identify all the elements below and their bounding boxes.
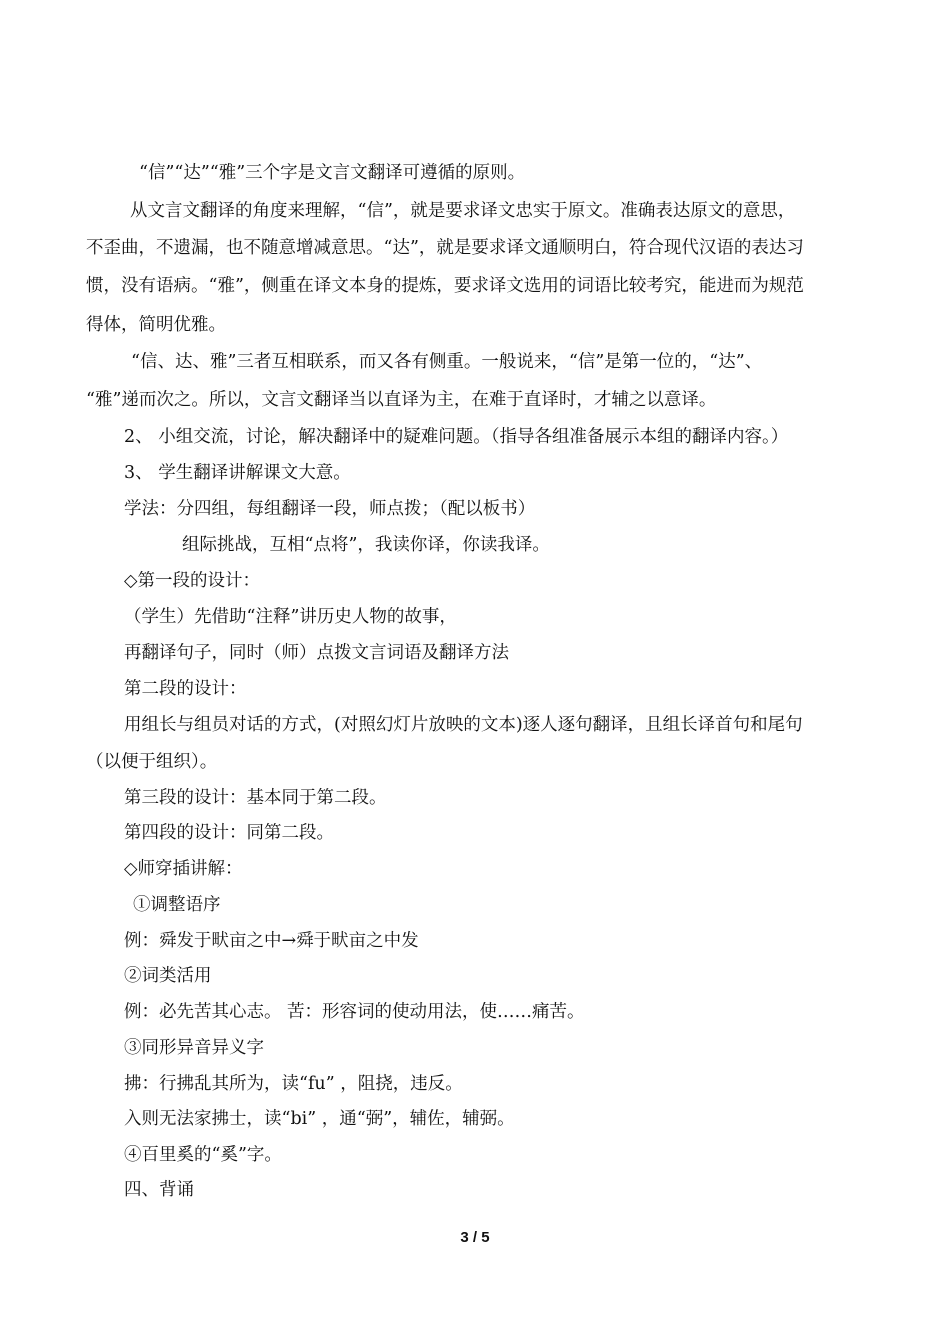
text-line: ◇第一段的设计：	[124, 571, 260, 591]
text-line: 例：必先苦其心志。 苦：形容词的使动用法，使……痛苦。	[124, 1002, 585, 1022]
text-line: 再翻译句子，同时（师）点拨文言词语及翻译方法	[124, 643, 509, 663]
text-line: 惯，没有语病。“雅”，侧重在译文本身的提炼，要求译文选用的词语比较考究，能进而为规范	[86, 276, 804, 296]
text-line: ④百里奚的“奚”字。	[124, 1145, 282, 1165]
text-line: （以便于组织）。	[86, 752, 218, 772]
text-line: “雅”递而次之。所以，文言文翻译当以直译为主，在难于直译时，才辅之以意译。	[86, 390, 717, 410]
text-line: 3、 学生翻译讲解课文大意。	[124, 463, 351, 483]
text-line: ◇师穿插讲解：	[124, 859, 243, 879]
text-line: 第四段的设计：同第二段。	[124, 823, 334, 843]
text-line: 拂：行拂乱其所为，读“fu” ，阻挠，违反。	[124, 1074, 463, 1094]
text-line: ②词类活用	[124, 966, 212, 986]
text-line: （学生）先借助“注释”讲历史人物的故事，	[124, 607, 457, 627]
text-line: 得体，简明优雅。	[86, 315, 226, 335]
text-line: 不歪曲，不遗漏，也不随意增减意思。“达”，就是要求译文通顺明白，符合现代汉语的表达习	[86, 238, 804, 258]
text-line: 2、 小组交流，讨论，解决翻译中的疑难问题。（指导各组准备展示本组的翻译内容。）	[124, 427, 789, 447]
text-line: ③同形异音异义字	[124, 1038, 264, 1058]
text-line: 组际挑战，互相“点将”，我读你译，你读我译。	[182, 535, 550, 555]
text-line: 例：舜发于畎亩之中→舜于畎亩之中发	[124, 931, 419, 951]
page-number: 3 / 5	[460, 1229, 490, 1246]
text-line: ①调整语序	[133, 895, 221, 915]
text-line: “信”“达”“雅”三个字是文言文翻译可遵循的原则。	[139, 163, 526, 183]
text-line: 第三段的设计：基本同于第二段。	[124, 788, 387, 808]
text-line: “信、达、雅”三者互相联系，而又各有侧重。一般说来，“信”是第一位的，“达”、	[131, 352, 763, 372]
text-line: 第二段的设计：	[124, 679, 247, 699]
text-line: 入则无法家拂士，读“bi” ，通“弼”，辅佐，辅弼。	[124, 1109, 515, 1129]
text-line: 四、背诵	[124, 1180, 194, 1200]
text-line: 从文言文翻译的角度来理解，“信”，就是要求译文忠实于原文。准确表达原文的意思，	[130, 201, 796, 221]
text-line: 用组长与组员对话的方式，(对照幻灯片放映的文本)逐人逐句翻译，且组长译首句和尾句	[124, 715, 803, 735]
text-line: 学法：分四组，每组翻译一段，师点拨；（配以板书）	[124, 499, 536, 519]
